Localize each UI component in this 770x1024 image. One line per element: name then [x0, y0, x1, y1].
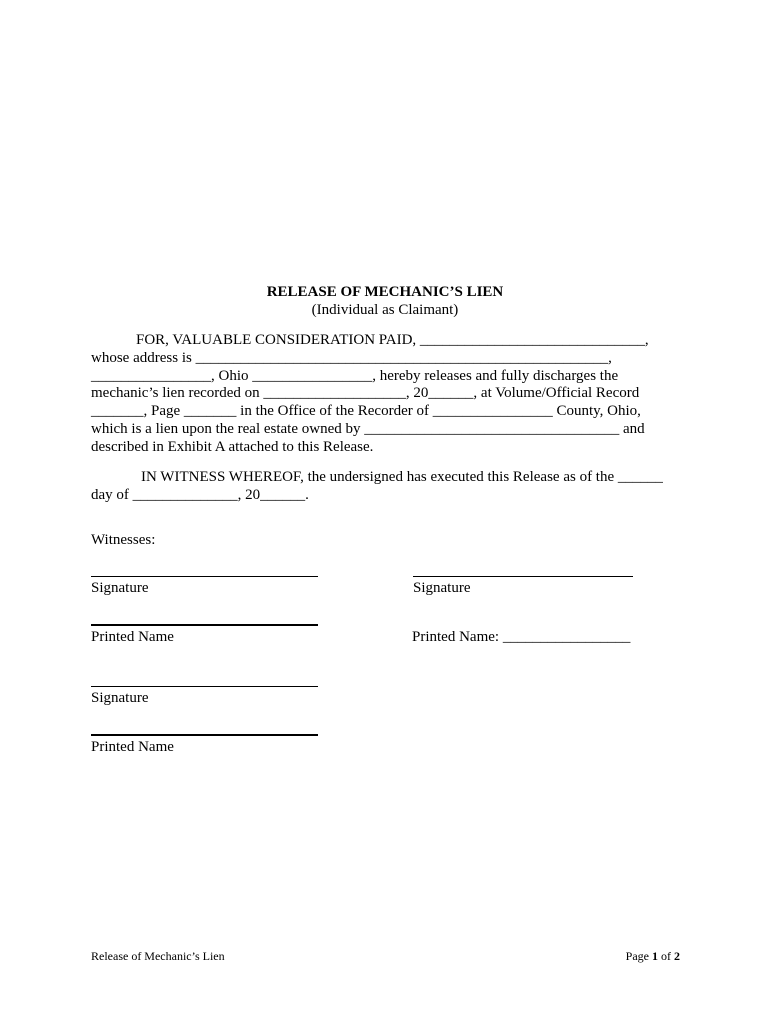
- body-line: _______, Page _______ in the Office of the Recorder of ________________ County, Ohio,: [91, 403, 641, 420]
- witness-2-printed-name-line: [91, 734, 318, 736]
- body-line: whose address is _______________________________________________________,: [91, 349, 612, 366]
- document-title: RELEASE OF MECHANIC’S LIEN: [266, 284, 504, 300]
- witness-paragraph: [91, 469, 691, 505]
- witness-1-printed-name-label: Printed Name: [91, 629, 174, 645]
- witness-2-signature-line: [91, 686, 318, 687]
- footer-document-name: Release of Mechanic’s Lien: [91, 949, 225, 963]
- body-line: described in Exhibit A attached to this Release.: [91, 438, 374, 455]
- footer-page-number: [626, 948, 680, 964]
- body-line: which is a lien upon the real estate owned by __________________________________ and: [91, 420, 645, 437]
- page-total: 2: [674, 949, 680, 963]
- witness-2-signature-label: Signature: [91, 690, 149, 706]
- releasor-printed-name-label: Printed Name: _________________: [412, 629, 631, 645]
- body-line: ________________, Ohio ________________, hereby releases and fully discharges the: [91, 367, 619, 384]
- document-subtitle: (Individual as Claimant): [311, 302, 459, 318]
- witness-1-signature-label: Signature: [91, 580, 149, 596]
- witness-line: IN WITNESS WHEREOF, the undersigned has executed this Release as of the ______: [141, 469, 663, 485]
- body-line: FOR, VALUABLE CONSIDERATION PAID, ______________________________,: [136, 332, 649, 348]
- witness-1-printed-name-line: [91, 624, 318, 626]
- page-prefix: Page: [625, 949, 652, 963]
- releasor-signature-label: Signature: [413, 580, 471, 596]
- page-current: 1: [652, 949, 658, 963]
- witness-1-signature-line: [91, 576, 318, 577]
- witness-line: day of ______________, 20______.: [91, 486, 309, 503]
- releasor-signature-line: [413, 576, 633, 577]
- body-line: mechanic’s lien recorded on ___________________, 20______, at Volume/Official Record: [91, 385, 640, 402]
- witnesses-label: Witnesses:: [91, 532, 156, 548]
- page-of: of: [658, 949, 674, 963]
- witness-2-printed-name-label: Printed Name: [91, 739, 174, 755]
- consideration-paragraph: [91, 332, 691, 457]
